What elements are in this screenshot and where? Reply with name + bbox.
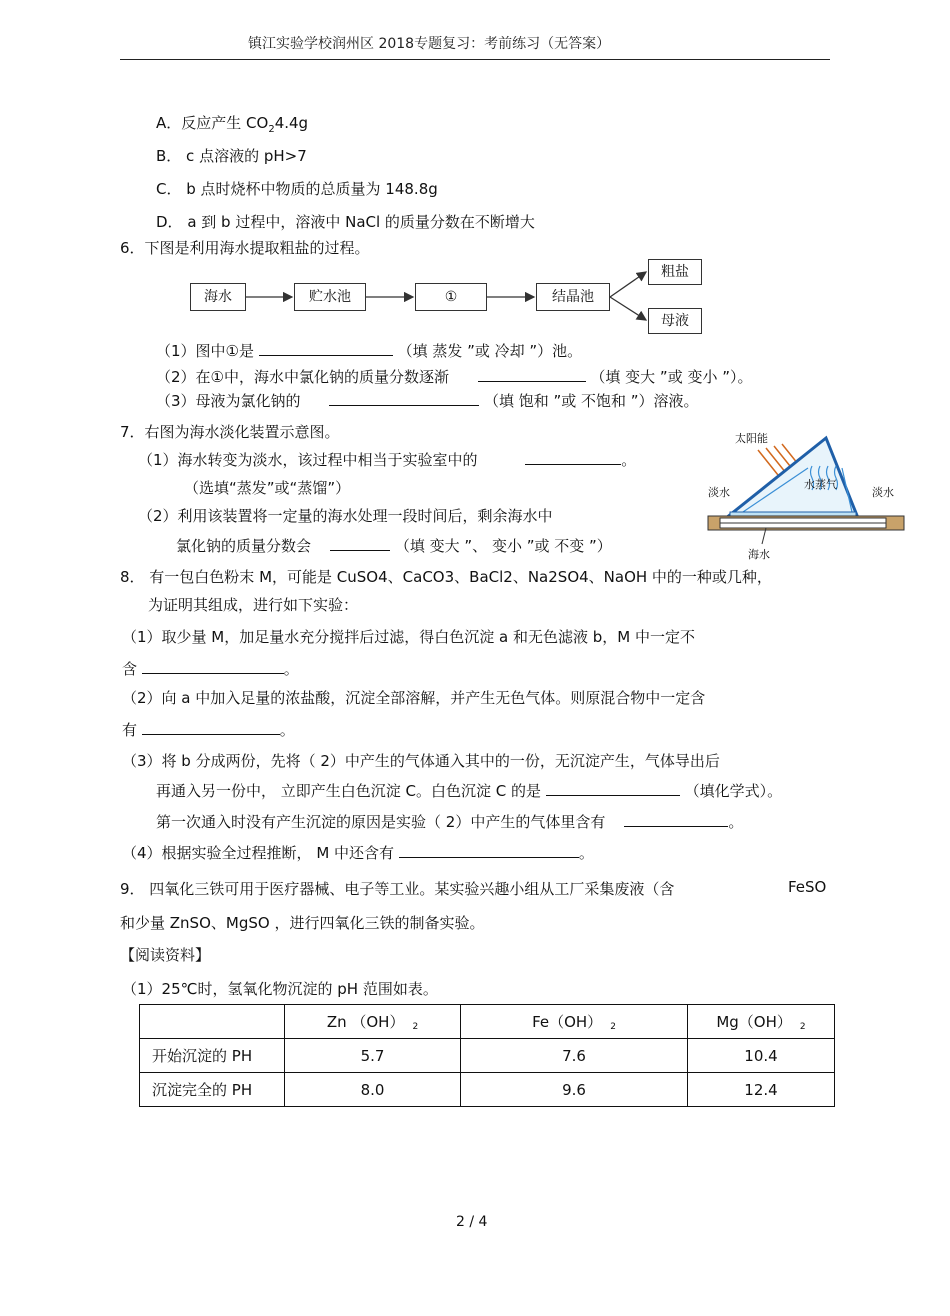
blank-q7-2[interactable]	[330, 536, 390, 551]
header-title: 镇江实验学校润州区 2018专题复习：考前练习（无答案）	[248, 36, 611, 52]
table-header-row	[140, 1005, 835, 1039]
q9-reading-title: 【阅读资料】	[120, 946, 211, 964]
row-label-complete: 沉淀完全的 PH	[140, 1073, 285, 1107]
q8-part1-cont: 含 。	[122, 660, 299, 678]
cell-fe-complete: 9.6	[461, 1073, 688, 1107]
flow-arrows	[0, 0, 950, 340]
q9-note: （1）25℃时，氢氧化物沉淀的 pH 范围如表。	[122, 980, 438, 998]
q5-option-a: A．反应产生 $CO_24.4g$	[156, 114, 309, 135]
blank-q8-2[interactable]	[142, 720, 280, 735]
q9-stem1-tail: FeSO	[788, 878, 827, 896]
label-sea: 海水	[748, 548, 770, 561]
q9-stem2: 和少量 ZnSO、MgSO ，进行四氧化三铁的制备实验。	[120, 914, 485, 932]
q6-part2: （2）在①中，海水中氯化钠的质量分数逐渐 （填 变大 ”或 变小 ”）。	[156, 368, 753, 386]
q7-stem: 7．右图为海水淡化装置示意图。	[120, 423, 340, 441]
blank-q8-4[interactable]	[624, 812, 728, 827]
flow-mother: 母液	[648, 308, 702, 334]
cell-zn-start: 5.7	[285, 1039, 461, 1073]
blank-q8-5[interactable]	[399, 843, 579, 858]
page-number: 2 / 4	[456, 1214, 488, 1230]
cell-mg-start: 10.4	[688, 1039, 835, 1073]
q8-stem: 8． 有一包白色粉末 M，可能是 CuSO4、CaCO3、BaCl2、Na2SO4、NaOH 中的一种或几种，	[120, 568, 772, 586]
table-header-mg: Mg（OH） 2	[688, 1005, 835, 1039]
q7-part1: （1）海水转变为淡水，该过程中相当于实验室中的 。	[138, 451, 637, 469]
q8-part3: （3）将 b 分成两份，先将（ 2）中产生的气体通入其中的一份，无沉淀产生，气体导出后	[122, 752, 720, 770]
flow-pond: 贮水池	[294, 283, 366, 311]
q8-part3-reason: 第一次通入时没有产生沉淀的原因是实验（ 2）中产生的气体里含有 。	[156, 813, 744, 831]
table-row	[140, 1039, 835, 1073]
cell-fe-start: 7.6	[461, 1039, 688, 1073]
table-header-zn: Zn （OH） 2	[285, 1005, 461, 1039]
q5-option-c: C． b 点时烧杯中物质的总质量为 148.8g	[156, 180, 438, 198]
q6-part3: （3）母液为氯化钠的 （填 饱和 ”或 不饱和 ”）溶液。	[156, 392, 699, 410]
flow-seawater: 海水	[190, 283, 246, 311]
flow-crystal: 结晶池	[536, 283, 610, 311]
cell-zn-complete: 8.0	[285, 1073, 461, 1107]
q5-option-d: D． a 到 b 过程中，溶液中 NaCl 的质量分数在不断增大	[156, 213, 535, 231]
q5-option-b: B． c 点溶液的 pH>7	[156, 147, 307, 165]
blank-q6-1[interactable]	[259, 341, 393, 356]
flow-step1: ①	[415, 283, 487, 311]
blank-q6-2[interactable]	[478, 367, 586, 382]
label-fresh-left: 淡水	[708, 486, 730, 499]
q8-part2-cont: 有 。	[122, 721, 295, 739]
table-header-fe: Fe（OH） 2	[461, 1005, 688, 1039]
q8-part4: （4）根据实验全过程推断， M 中还含有 。	[122, 844, 594, 862]
blank-q6-3[interactable]	[329, 391, 479, 406]
table-row	[140, 1073, 835, 1107]
blank-q7-1[interactable]	[525, 450, 621, 465]
row-label-start: 开始沉淀的 PH	[140, 1039, 285, 1073]
blank-q8-1[interactable]	[142, 659, 284, 674]
label-fresh-right: 淡水	[872, 486, 894, 499]
q8-part2: （2）向 a 中加入足量的浓盐酸，沉淀全部溶解，并产生无色气体。则原混合物中一定含	[122, 689, 706, 707]
cell-mg-complete: 12.4	[688, 1073, 835, 1107]
q8-part3-cont: 再通入另一份中， 立即产生白色沉淀 C。白色沉淀 C 的是 （填化学式）。	[156, 782, 783, 800]
q7-part2: （2）利用该装置将一定量的海水处理一段时间后，剩余海水中	[138, 507, 553, 525]
blank-q8-3[interactable]	[546, 781, 680, 796]
table-corner	[140, 1005, 285, 1039]
q8-part1: （1）取少量 M，加足量水充分搅拌后过滤，得白色沉淀 a 和无色滤液 b，M 中一定不	[122, 628, 695, 646]
label-sun: 太阳能	[735, 432, 768, 445]
q7-part1-hint: （选填“蒸发”或“蒸馏”）	[184, 479, 351, 497]
label-vapor: 水蒸气	[804, 478, 837, 491]
ph-table	[139, 1004, 835, 1107]
q7-part2-cont: 氯化钠的质量分数会 （填 变大 ”、 变小 ”或 不变 ”）	[176, 537, 612, 555]
q8-stem2: 为证明其组成，进行如下实验：	[148, 596, 359, 614]
q6-stem: 6．下图是利用海水提取粗盐的过程。	[120, 239, 370, 257]
q6-part1: （1）图中①是 （填 蒸发 ”或 冷却 ”）池。	[156, 342, 583, 360]
flow-salt: 粗盐	[648, 259, 702, 285]
q9-stem1: 9． 四氧化三铁可用于医疗器械、电子等工业。某实验兴趣小组从工厂采集废液（含	[120, 880, 675, 898]
